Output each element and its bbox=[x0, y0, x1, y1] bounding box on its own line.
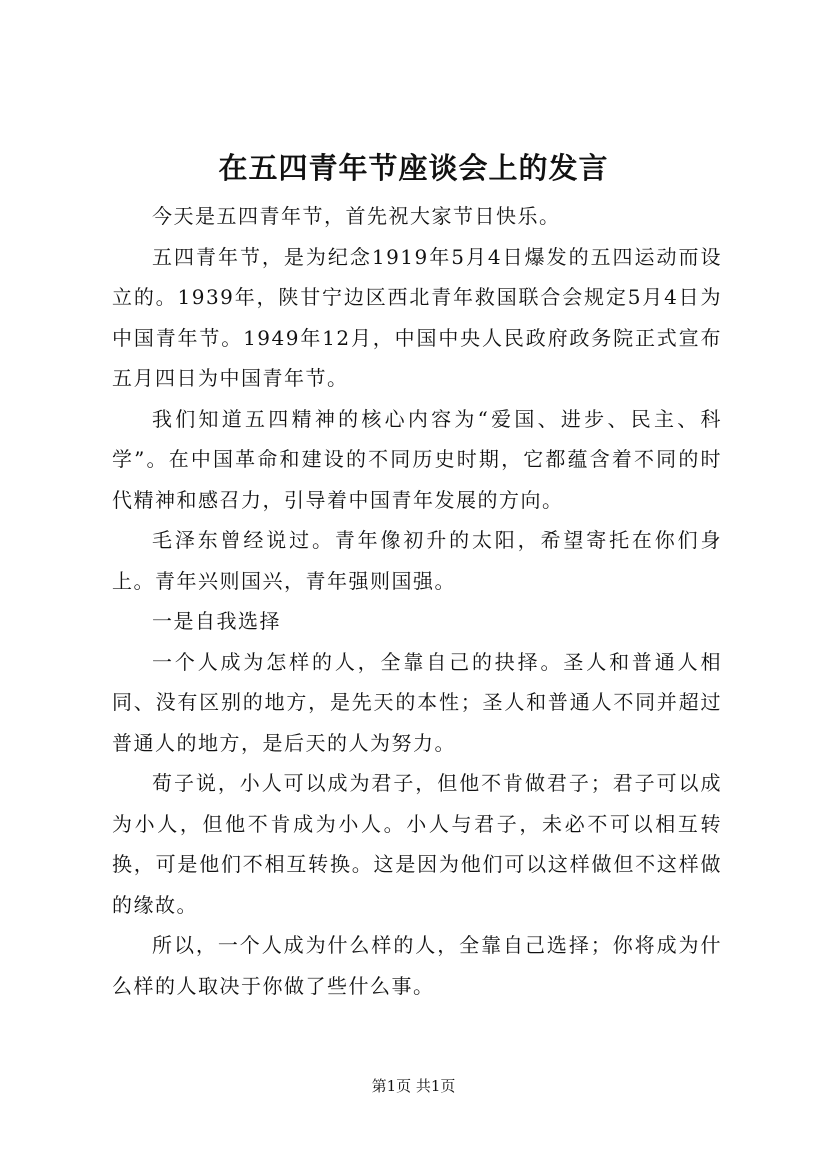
paragraph-choice: 一个人成为怎样的人，全靠自己的抉择。圣人和普通人相同、没有区别的地方，是先天的本性；圣人和普通人不同并超过普通人的地方，是后天的人为努力。 bbox=[112, 649, 722, 755]
paragraph-spirit: 我们知道五四精神的核心内容为“爱国、进步、民主、科学”。在中国革命和建设的不同历史时期，它都蕴含着不同的时代精神和感召力，引导着中国青年发展的方向。 bbox=[112, 406, 722, 512]
page-footer: 第1页 共1页 bbox=[371, 1077, 456, 1095]
paragraph-greeting: 今天是五四青年节，首先祝大家节日快乐。 bbox=[152, 204, 561, 228]
paragraph-mao-quote: 毛泽东曾经说过。青年像初升的太阳，希望寄托在你们身上。青年兴则国兴，青年强则国强。 bbox=[112, 528, 722, 593]
document-body bbox=[112, 196, 722, 1006]
paragraph-history: 五四青年节，是为纪念1919年5月4日爆发的五四运动而设立的。1939年，陕甘宁边区西北青年救国联合会规定5月4日为中国青年节。1949年12月，中国中央人民政府政务院正式宣布五月四日为中国青年节。 bbox=[112, 244, 722, 390]
document-title: 在五四青年节座谈会上的发言 bbox=[218, 151, 609, 185]
section-heading-self-choice: 一是自我选择 bbox=[152, 609, 281, 633]
paragraph-conclusion: 所以，一个人成为什么样的人，全靠自己选择；你将成为什么样的人取决于你做了些什么事。 bbox=[112, 933, 722, 998]
paragraph-xunzi: 荀子说，小人可以成为君子，但他不肯做君子；君子可以成为小人，但他不肯成为小人。小人与君子，未必不可以相互转换，可是他们不相互转换。这是因为他们可以这样做但不这样做的缘故。 bbox=[112, 771, 722, 917]
